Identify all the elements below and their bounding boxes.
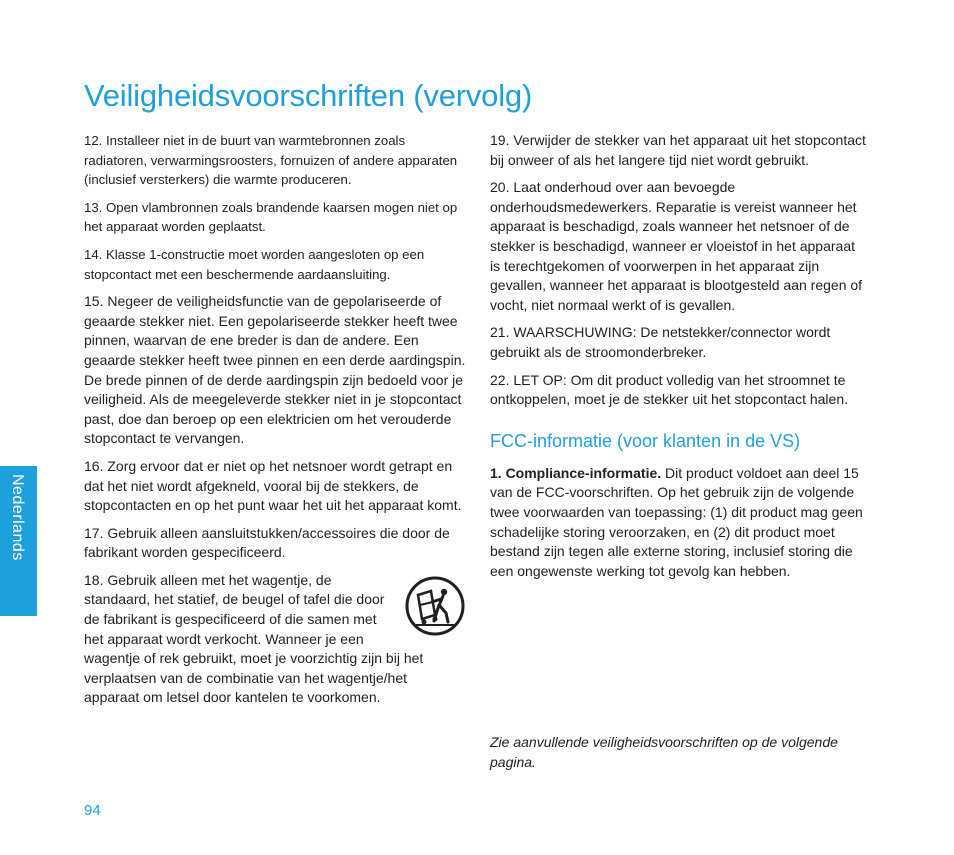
page-title: Veiligheidsvoorschriften (vervolg) <box>84 78 533 113</box>
fcc-lead: 1. Compliance-informatie. <box>490 464 662 481</box>
item-17: 17. Gebruik alleen aansluitstukken/accessoires die door de fabrikant worden gespecificeerd. <box>84 524 450 561</box>
footer-note: Zie aanvullende veiligheidsvoorschriften op de volgende pagina. <box>490 734 838 770</box>
fcc-paragraph <box>490 464 868 582</box>
item-15: 15. Negeer de veiligheidsfunctie van de gepolariseerde of geaarde stekker niet. Een gepolariseerde stekker heeft twee pinnen, waarvan de ene breder is dan de andere. Een geaarde stekker heeft twee pinnen en een derde aardingspin. De brede pinnen of de derde aardingspin zijn bedoeld voor je veiligheid. Als de meegeleverde stekker niet in je stopcontact past, doe dan beroep op een elektricien om het verouderde stopcontact te vervangen. <box>84 293 466 447</box>
page-number: 94 <box>84 802 101 819</box>
item-14: 14. Klasse 1-constructie moet worden aangesloten op een stopcontact met een beschermende aardaansluiting. <box>84 246 425 282</box>
item-21: 21. WAARSCHUWING: De netstekker/connector wordt gebruikt als de stroomonderbreker. <box>490 324 831 360</box>
cart-tip-over-warning-icon <box>404 575 466 637</box>
item-16: 16. Zorg ervoor dat er niet op het netsnoer wordt getrapt en dat het niet wordt afgekneld, vooral bij de stekkers, de stopcontacten en op het punt waar het uit het apparaat komt. <box>84 457 462 514</box>
item-20: 20. Laat onderhoud over aan bevoegde onderhoudsmedewerkers. Reparatie is vereist wanneer het apparaat is beschadigd, zoals wanneer het netsnoer of de stekker is beschadigd, wanneer er vloeistof in het apparaat is terechtgekomen of voorwerpen in het apparaat zijn gevallen, wanneer het apparaat is blootgesteld aan regen of vocht, niet normaal werkt of is gevallen. <box>490 179 863 313</box>
left-column <box>84 131 466 716</box>
item-18: 18. Gebruik alleen met het wagentje, de standaard, het statief, de beugel of tafel die door de fabrikant is gespecificeerd of die samen met het apparaat wordt verkocht. Wanneer je een wagentje of rek gebruikt, moet je voorzichtig zijn bij het verplaatsen van de combinatie van het wagentje/het apparaat om letsel door kantelen te voorkomen. <box>84 571 424 706</box>
language-side-tab <box>0 466 37 616</box>
item-22: 22. LET OP: Om dit product volledig van het stroomnet te ontkoppelen, moet je de stekker uit het stopcontact halen. <box>490 371 849 408</box>
item-13: 13. Open vlambronnen zoals brandende kaarsen mogen niet op het apparaat worden geplaatst. <box>84 199 458 235</box>
item-12: 12. Installeer niet in de buurt van warmtebronnen zoals radiatoren, verwarmingsroosters, fornuizen of andere apparaten (inclusief versterkers) die warmte produceren. <box>84 133 458 188</box>
fcc-body: Dit product voldoet aan deel 15 van de FCC-voorschriften. Op het gebruik zijn de volgende twee voorwaarden van toepassing: (1) dit product mag geen schadelijke storing veroorzaken, en (2) dit product moet bestand zijn tegen alle externe storing, inclusief storing die een ongewenste werking tot gevolg kan hebben. <box>490 464 863 579</box>
fcc-heading: FCC-informatie (voor klanten in de VS) <box>490 430 801 451</box>
item-19: 19. Verwijder de stekker van het apparaat uit het stopcontact bij onweer of als het langere tijd niet wordt gebruikt. <box>490 132 866 168</box>
right-column <box>490 131 868 589</box>
language-label: Nederlands <box>9 474 26 561</box>
